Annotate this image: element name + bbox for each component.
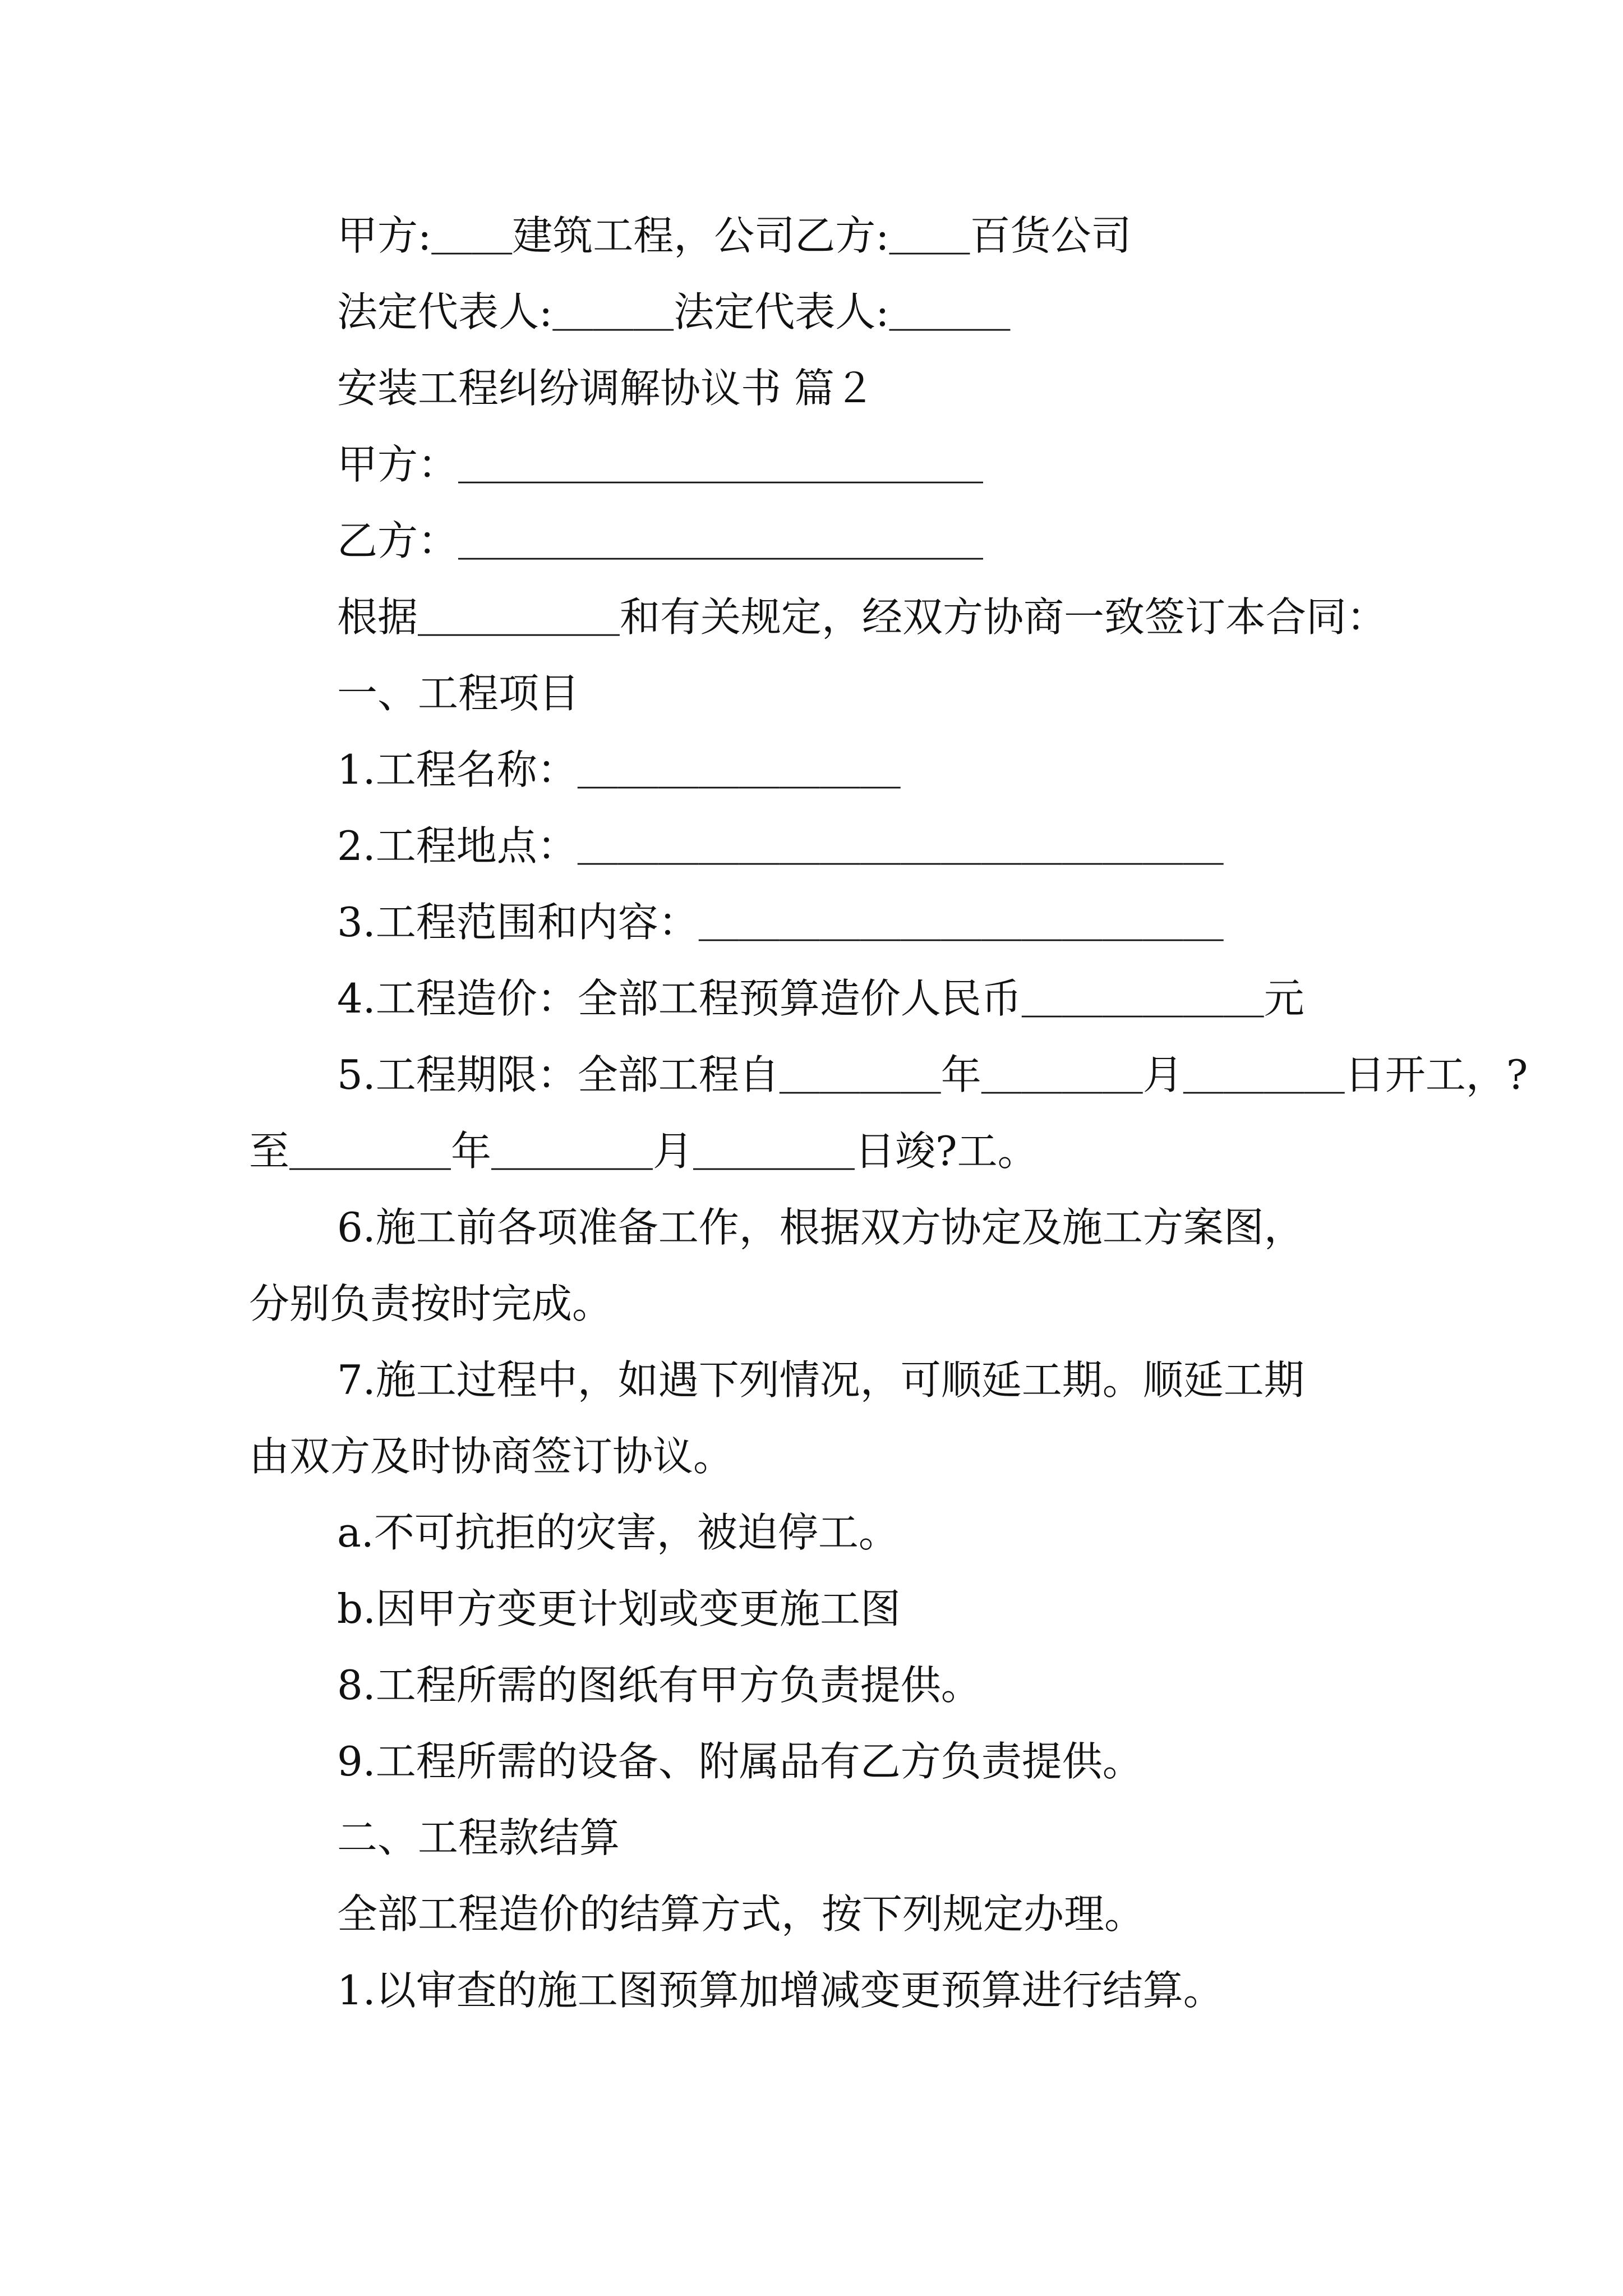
item-extension-continued: 由双方及时协商签订协议。 — [249, 1433, 734, 1480]
item-project-location: 2.工程地点：＿＿＿＿＿＿＿＿＿＿＿＿＿＿＿＿ — [337, 822, 1224, 869]
basis-paragraph: 根据＿＿＿＿＿和有关规定，经双方协商一致签订本合同： — [337, 593, 1387, 641]
item-preparation-continued: 分别负责按时完成。 — [249, 1280, 613, 1327]
legal-representatives-line: 法定代表人:＿＿＿法定代表人:＿＿＿ — [337, 288, 1011, 335]
item-extension: 7.施工过程中，如遇下列情况，可顺延工期。顺延工期 — [337, 1356, 1304, 1404]
sub-item-a: a.不可抗拒的灾害，被迫停工。 — [337, 1509, 899, 1556]
item-project-cost: 4.工程造价：全部工程预算造价人民币＿＿＿＿＿＿元 — [337, 975, 1304, 1022]
party-a-field: 甲方：＿＿＿＿＿＿＿＿＿＿＿＿＿ — [337, 441, 984, 488]
item-drawings: 8.工程所需的图纸有甲方负责提供。 — [337, 1662, 981, 1709]
party-a-b-companies-line: 甲方:＿＿建筑工程，公司乙方:＿＿百货公司 — [337, 212, 1132, 259]
section-title: 安装工程纠纷调解协议书 篇２ — [337, 365, 875, 412]
heading-project: 一、工程项目 — [337, 670, 580, 717]
item-preparation: 6.施工前各项准备工作，根据双方协定及施工方案图， — [337, 1204, 1304, 1251]
party-b-field: 乙方：＿＿＿＿＿＿＿＿＿＿＿＿＿ — [337, 517, 984, 564]
item-project-name: 1.工程名称：＿＿＿＿＿＿＿＿ — [337, 746, 901, 793]
heading-settlement: 二、工程款结算 — [337, 1814, 620, 1861]
sub-item-b: b.因甲方变更计划或变更施工图 — [337, 1585, 901, 1632]
item-project-period-continued: 至＿＿＿＿年＿＿＿＿月＿＿＿＿日竣?工。 — [249, 1128, 1038, 1175]
settlement-intro: 全部工程造价的结算方式，按下列规定办理。 — [337, 1890, 1145, 1938]
item-project-period: 5.工程期限：全部工程自＿＿＿＿年＿＿＿＿月＿＿＿＿日开工，? — [337, 1051, 1528, 1098]
item-equipment: 9.工程所需的设备、附属品有乙方负责提供。 — [337, 1738, 1143, 1785]
settlement-item-1: 1.以审查的施工图预算加增减变更预算进行结算。 — [337, 1967, 1224, 2014]
item-project-scope: 3.工程范围和内容：＿＿＿＿＿＿＿＿＿＿＿＿＿ — [337, 899, 1224, 946]
